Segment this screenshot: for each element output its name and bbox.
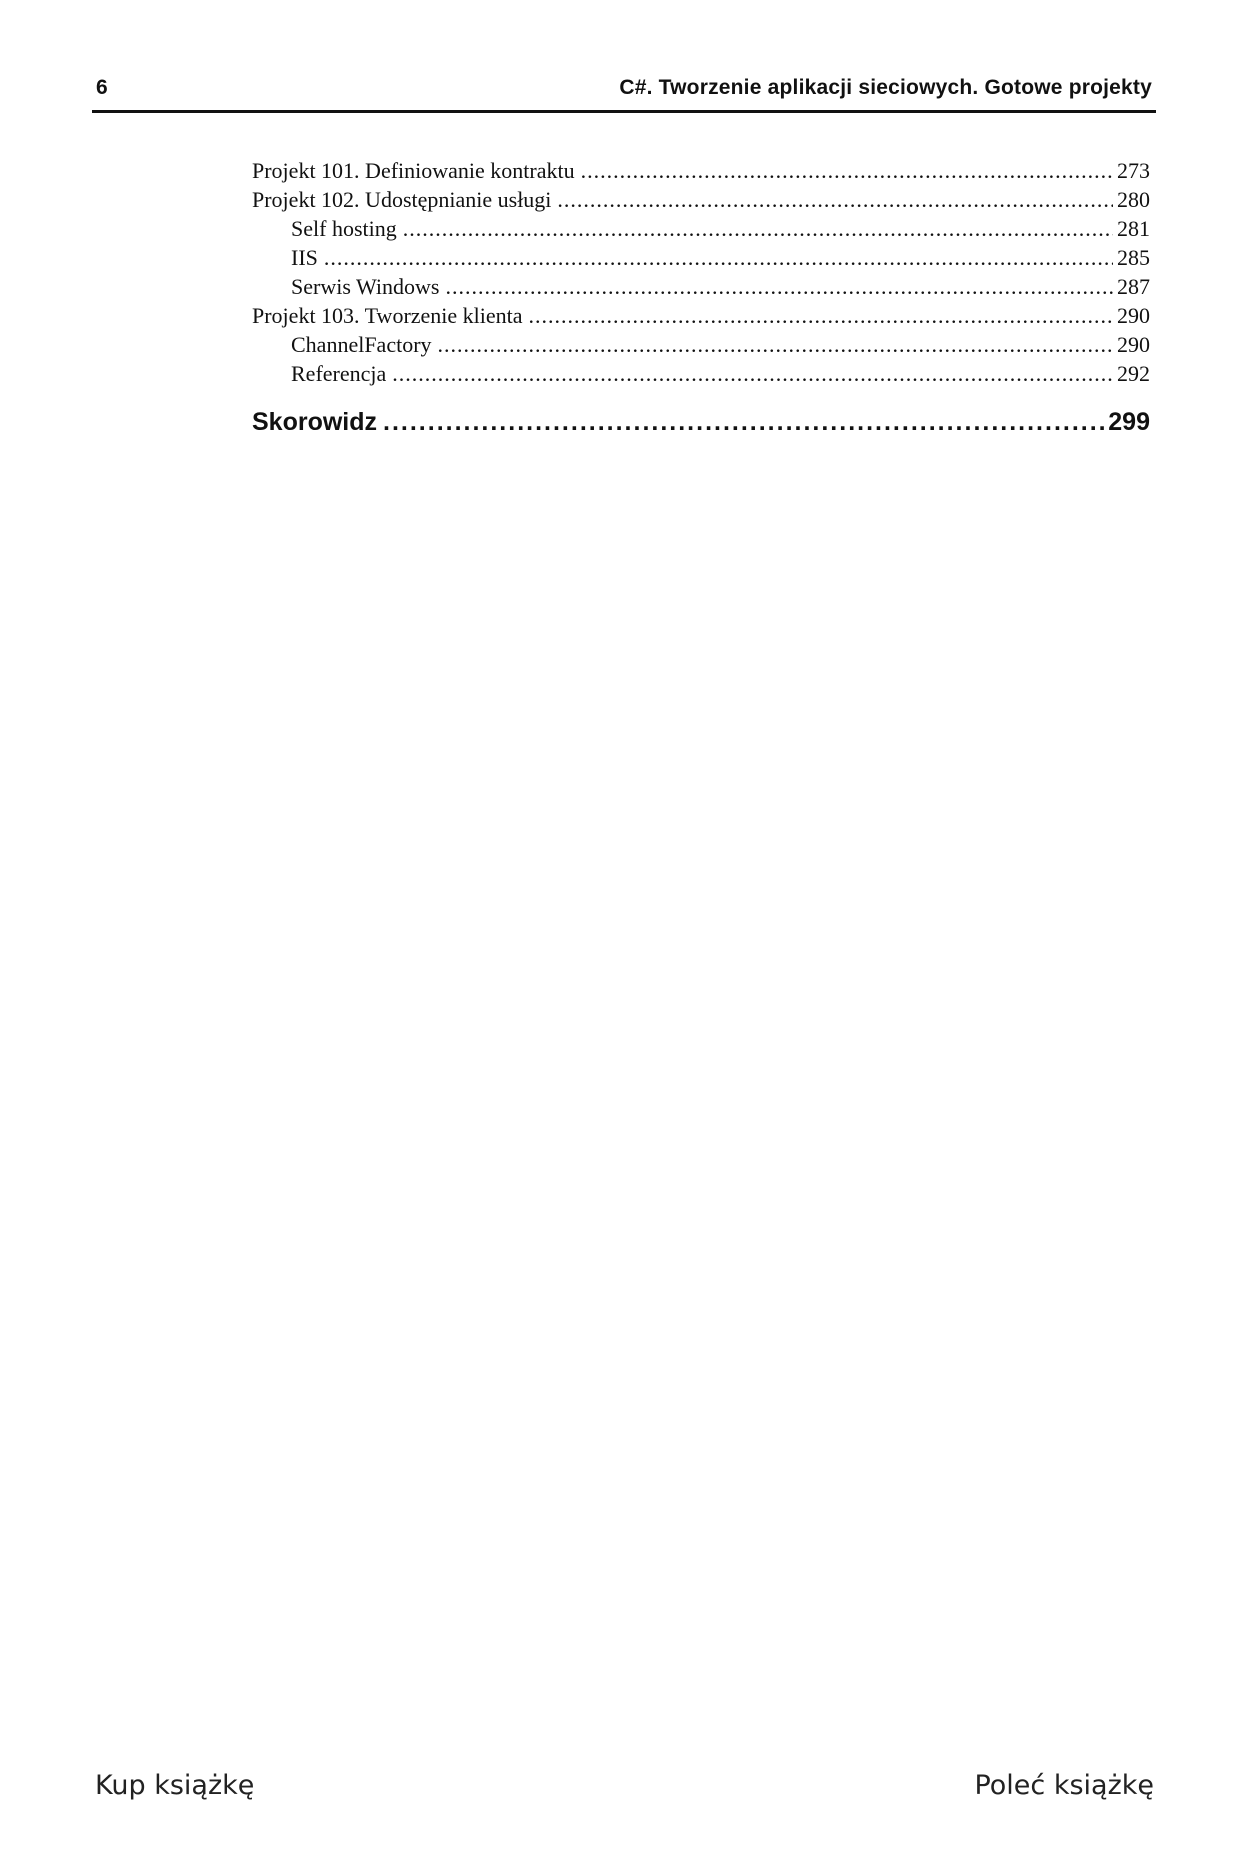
toc-entry-projekt-101[interactable]: [252, 156, 1150, 185]
toc-chapter-label: Skorowidz: [252, 408, 378, 436]
table-of-contents: [252, 156, 1150, 442]
book-title: C#. Tworzenie aplikacji sieciowych. Gotowe projekty: [619, 76, 1152, 99]
toc-entry-page: 287: [1117, 274, 1150, 299]
dot-leader: [445, 272, 1113, 301]
toc-entry-label: Projekt 101. Definiowanie kontraktu: [252, 158, 575, 183]
toc-entry-page: 280: [1117, 187, 1150, 212]
toc-entry-label: ChannelFactory: [291, 332, 432, 357]
toc-entry-projekt-102[interactable]: [252, 185, 1150, 214]
toc-entry-label: Self hosting: [291, 216, 397, 241]
page-number: 6: [96, 76, 108, 99]
toc-entry-projekt-103[interactable]: [252, 301, 1150, 330]
toc-entry-page: 290: [1117, 332, 1150, 357]
toc-entry-label: Referencja: [291, 361, 387, 386]
dot-leader: [438, 330, 1113, 359]
buy-book-link[interactable]: Kup książkę: [95, 1770, 255, 1801]
toc-chapter-page: 299: [1108, 408, 1150, 436]
toc-entry-page: 273: [1117, 158, 1150, 183]
toc-entry-page: 292: [1117, 361, 1150, 386]
toc-entry-self-hosting[interactable]: [252, 214, 1150, 243]
toc-entry-page: 290: [1117, 303, 1150, 328]
dot-leader: [383, 402, 1104, 442]
dot-leader: [392, 359, 1113, 388]
dot-leader: [557, 185, 1113, 214]
dot-leader: [581, 156, 1113, 185]
toc-entry-serwis-windows[interactable]: [252, 272, 1150, 301]
toc-entry-page: 285: [1117, 245, 1150, 270]
toc-entry-referencja[interactable]: [252, 359, 1150, 388]
toc-entry-iis[interactable]: [252, 243, 1150, 272]
toc-entry-label: Projekt 102. Udostępnianie usługi: [252, 187, 552, 212]
page-header: [92, 74, 1156, 113]
toc-entry-label: Serwis Windows: [291, 274, 440, 299]
toc-entry-channelfactory[interactable]: [252, 330, 1150, 359]
toc-entry-label: Projekt 103. Tworzenie klienta: [252, 303, 523, 328]
toc-entry-page: 281: [1117, 216, 1150, 241]
toc-entry-label: IIS: [291, 245, 318, 270]
dot-leader: [324, 243, 1113, 272]
toc-chapter-skorowidz[interactable]: [252, 402, 1150, 442]
recommend-book-link[interactable]: Poleć książkę: [974, 1770, 1154, 1801]
dot-leader: [529, 301, 1113, 330]
dot-leader: [403, 214, 1113, 243]
